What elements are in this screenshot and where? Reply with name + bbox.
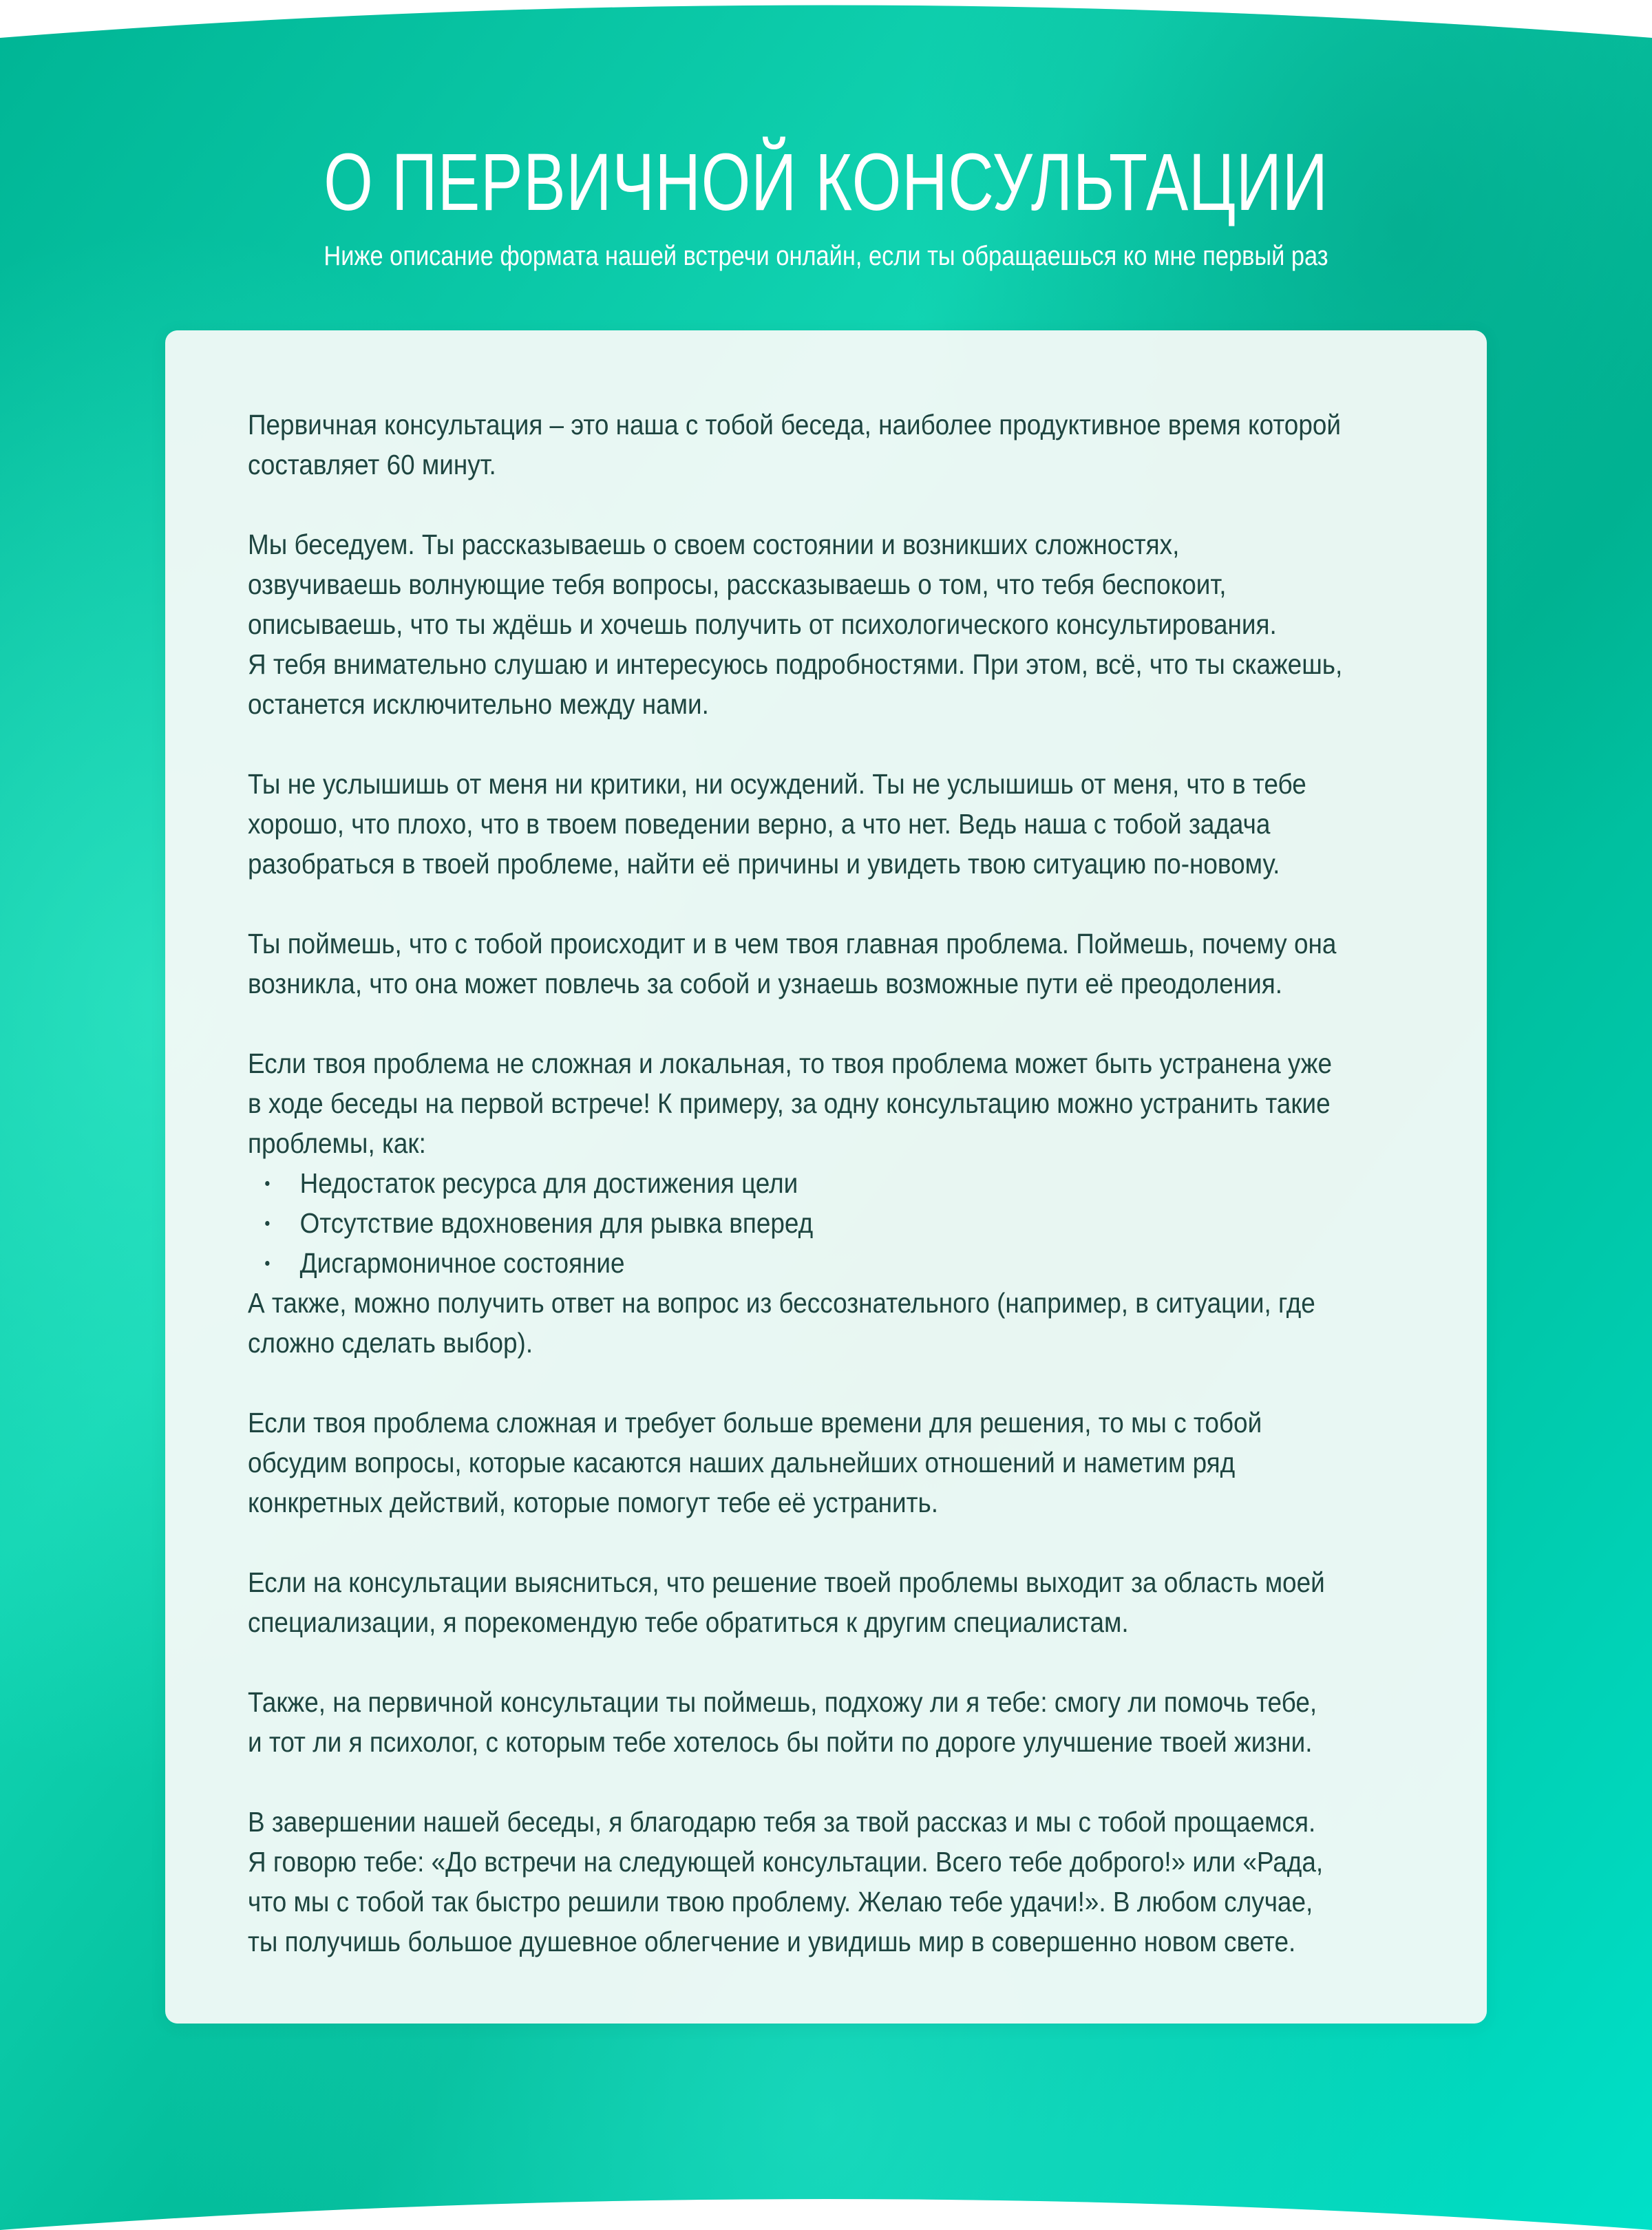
bullet-icon <box>265 1181 269 1186</box>
list-item: Дисгармоничное состояние <box>248 1243 1419 1283</box>
bullet-icon <box>265 1221 269 1226</box>
paragraph-conversation: Мы беседуем. Ты рассказываешь о своем состоянии и возникших сложностях, озвучиваешь волнующие тебя вопросы, рассказываешь о том, что тебя беспокоит, описываешь, что ты ждёшь и хочешь получить от психологического консультирования. Я тебя внимательно слушаю и интересуюсь подробностями. При этом, всё, что ты скажешь, останется исключительно между нами. <box>248 529 1343 720</box>
paragraph-understanding: Ты поймешь, что с тобой происходит и в чем твоя главная проблема. Поймешь, почему она возникла, что она может повлечь за собой и узнаешь возможные пути её преодоления. <box>248 928 1337 999</box>
paragraph-closing: В завершении нашей беседы, я благодарю тебя за твой рассказ и мы с тобой прощаемся. Я говорю тебе: «До встречи на следующей консультации. Всего тебе доброго!» или «Рада, что мы с тобой так быстро решили твою проблему. Желаю тебе удачи!». В любом случае, ты получишь большое душевное облегчение и увидишь мир в совершенно новом свете. <box>248 1806 1324 1957</box>
page-subtitle: Ниже описание формата нашей встречи онлайн, если ты обращаешься ко мне первый раз <box>324 241 1328 271</box>
paragraph-no-criticism: Ты не услышишь от меня ни критики, ни осуждений. Ты не услышишь от меня, что в тебе хорошо, что плохо, что в твоем поведении верно, а что нет. Ведь наша с тобой задача разобраться в твоей проблеме, найти её причины и увидеть твою ситуацию по-новому. <box>248 768 1306 880</box>
paragraph-fit: Также, на первичной консультации ты поймешь, подхожу ли я тебе: смогу ли помочь тебе, и тот ли я психолог, с которым тебе хотелось бы пойти по дороге улучшение твоей жизни. <box>248 1686 1317 1758</box>
content-card <box>165 330 1487 2024</box>
list-item: Недостаток ресурса для достижения цели <box>248 1163 1419 1203</box>
bullet-icon <box>265 1261 269 1266</box>
page-header <box>0 134 1652 273</box>
paragraph-referral: Если на консультации выясниться, что решение твоей проблемы выходит за область моей специализации, я порекомендую тебе обратиться к другим специалистам. <box>248 1567 1325 1638</box>
paragraph-subconscious: А также, можно получить ответ на вопрос из бессознательного (например, в ситуации, где сложно сделать выбор). <box>248 1287 1315 1359</box>
consultation-description <box>248 405 1419 1962</box>
paragraph-complex-problem: Если твоя проблема сложная и требует больше времени для решения, то мы с тобой обсудим вопросы, которые касаются наших дальнейших отношений и наметим ряд конкретных действий, которые помогут тебе её устранить. <box>248 1407 1262 1518</box>
paragraph-duration: Первичная консультация – это наша с тобой беседа, наиболее продуктивное время которой составляет 60 минут. <box>248 409 1341 480</box>
page-title: О ПЕРВИЧНОЙ КОНСУЛЬТАЦИИ <box>324 137 1328 228</box>
paragraph-simple-problem: Если твоя проблема не сложная и локальная, то твоя проблема может быть устранена уже в ходе беседы на первой встрече! К примеру, за одну консультацию можно устранить такие проблемы, как: <box>248 1048 1333 1159</box>
problem-list <box>248 1163 1419 1283</box>
list-item: Отсутствие вдохновения для рывка вперед <box>248 1203 1419 1243</box>
